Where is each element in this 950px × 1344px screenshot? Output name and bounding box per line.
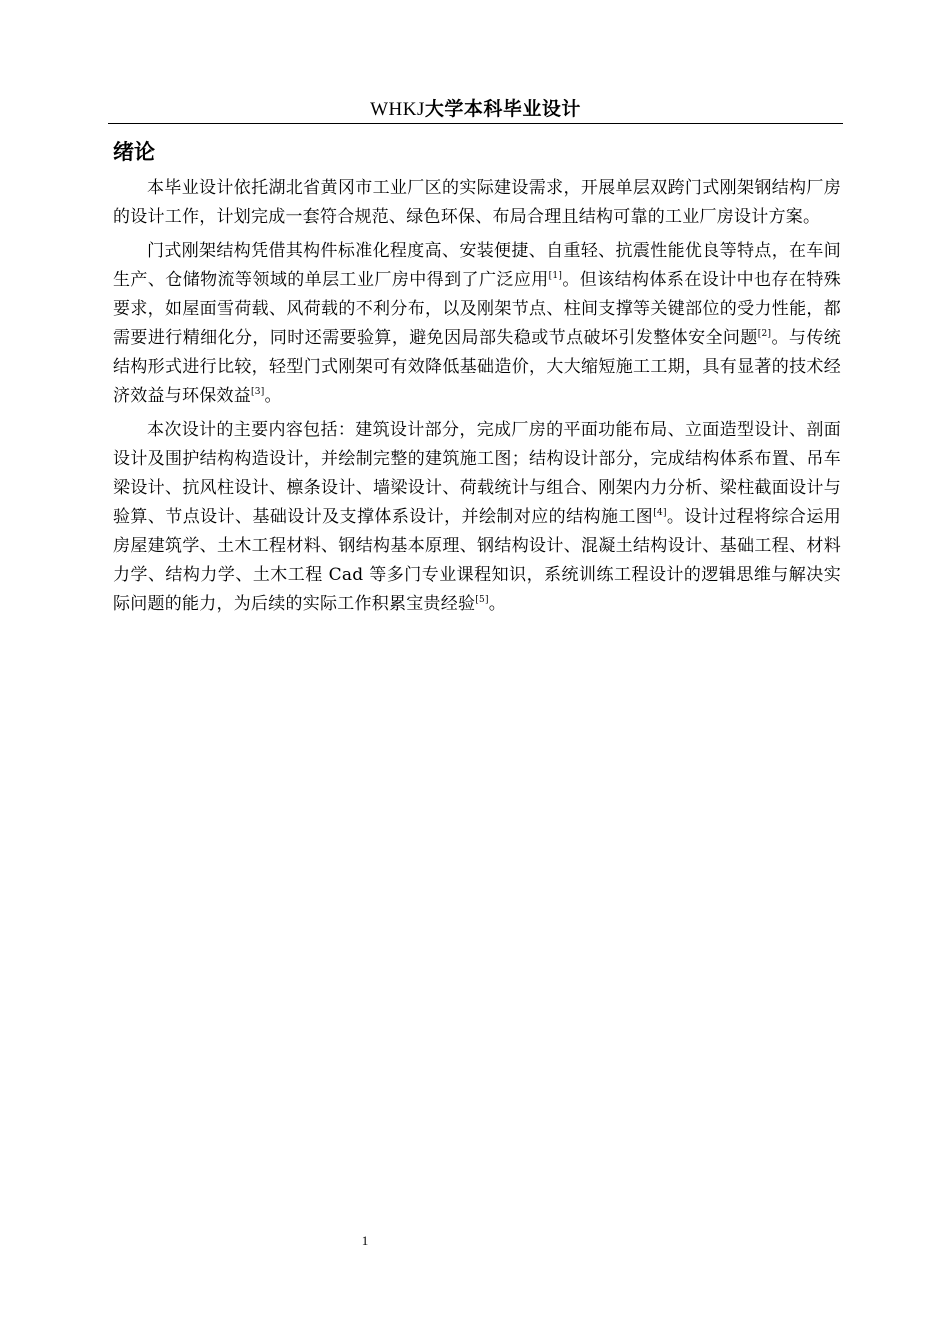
paragraph-text: 门式刚架结构凭借其构件标准化程度高、安装便捷、自重轻、抗震性能优良等特点，在车间生产、仓储物流等领域的单层工业厂房中得到了广泛应用 [113, 241, 841, 290]
paragraph-text: 。与传统结构形式进行比较，轻型门式刚架可有效降低基础造价，大大缩短施工工期，具有显著的技术经济效益与环保效益 [113, 328, 842, 406]
page-header [108, 96, 843, 122]
citation-ref: [1] [548, 271, 563, 281]
paragraph-text: 。设计过程将综合运用房屋建筑学、土木工程材料、钢结构基本原理、钢结构设计、混凝土结构设计、基础工程、材料力学、结构力学、土木工程 Cad 等多门专业课程知识，系统训练工程设计的逻辑思维与解决实际问题的能力，为后续的实际工作积累宝贵经验 [113, 507, 842, 614]
paragraph-text: 。但该结构体系在设计中也存在特殊要求，如屋面雪荷载、风荷载的不利分布，以及刚架节点、柱间支撑等关键部位的受力性能，都需要进行精细化分，同时还需要验算，避免因局部失稳或节点破坏引发整体安全问题 [113, 270, 842, 348]
paragraph-text: 本毕业设计依托湖北省黄冈市工业厂区的实际建设需求，开展单层双跨门式刚架钢结构厂房的设计工作，计划完成一套符合规范、绿色环保、布局合理且结构可靠的工业厂房设计方案。 [113, 178, 841, 227]
citation-ref: [4] [653, 508, 667, 518]
paragraph-text: 。 [264, 386, 282, 406]
citation-ref: [3] [251, 387, 265, 397]
paragraph [113, 416, 841, 619]
paragraph [113, 174, 841, 232]
citation-ref: [5] [475, 595, 489, 605]
header-prefix: WHKJ [370, 99, 425, 120]
citation-ref: [2] [757, 329, 772, 339]
paragraph-text: 本次设计的主要内容包括：建筑设计部分，完成厂房的平面功能布局、立面造型设计、剖面设计及围护结构构造设计，并绘制完整的建筑施工图；结构设计部分，完成结构体系布置、吊车梁设计、抗风柱设计、檩条设计、墙梁设计、荷载统计与组合、刚架内力分析、梁柱截面设计与验算、节点设计、基础设计及支撑体系设计，并绘制对应的结构施工图 [113, 420, 841, 527]
paragraph-text: 。 [488, 594, 506, 614]
header-title: 大学本科毕业设计 [424, 98, 581, 120]
section-title: 绪论 [113, 140, 155, 164]
body-text [113, 174, 841, 624]
page-number: 1 [361, 1233, 369, 1248]
paragraph [113, 237, 841, 411]
header-rule [108, 123, 843, 124]
